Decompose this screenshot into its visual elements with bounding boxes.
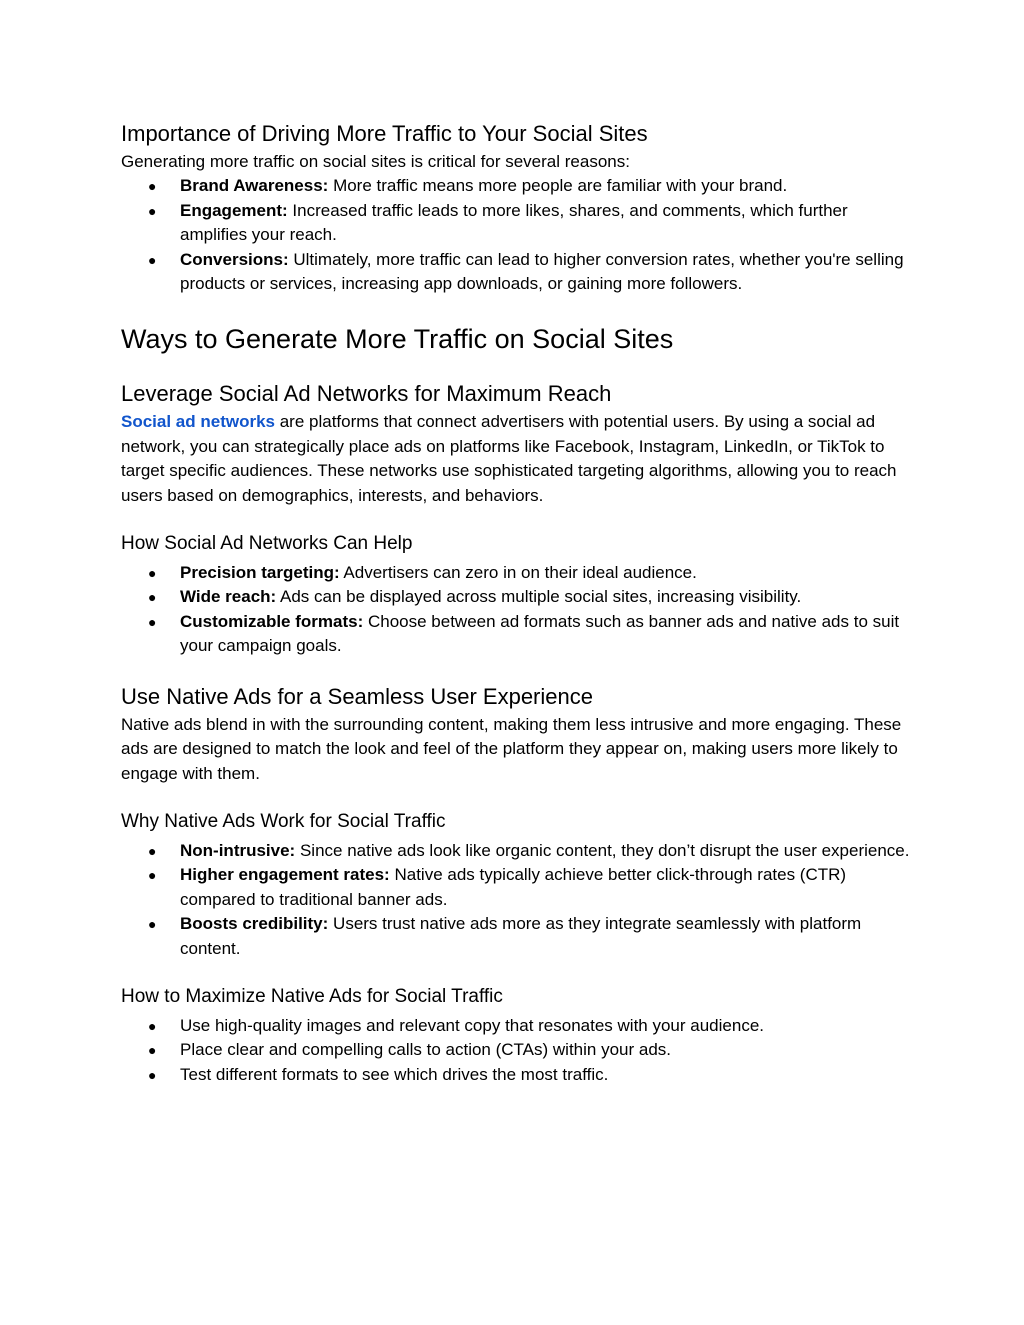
maximize-native-ads-list [121, 1014, 911, 1087]
list-item-text: Users trust native ads more as they integrate seamlessly with platform content. [180, 914, 862, 958]
bullet-icon: ● [148, 842, 157, 859]
list-item-text: Place clear and compelling calls to action (CTAs) within your ads. [180, 1040, 672, 1060]
list-item-term: Precision targeting: [180, 563, 340, 583]
list-item-term: Boosts credibility: [180, 914, 329, 934]
list-item-text: Ultimately, more traffic can lead to higher conversion rates, whether you're selling products or services, increasing app downloads, or gaining more followers. [180, 249, 904, 294]
list-item-term: Non-intrusive: [180, 840, 296, 860]
social-ad-networks-link[interactable]: Social ad networks [121, 412, 275, 432]
list-item-text: Use high-quality images and relevant copy that resonates with your audience. [180, 1015, 765, 1035]
list-item-text: Increased traffic leads to more likes, shares, and comments, which further amplifies your reach. [180, 200, 848, 245]
social-ad-networks-paragraph [121, 410, 911, 508]
list-item-text: Ads can be displayed across multiple social sites, increasing visibility. [276, 587, 802, 607]
bullet-icon: ● [148, 1017, 157, 1034]
bullet-icon: ● [148, 916, 157, 933]
list-item-term: Wide reach: [180, 587, 277, 607]
list-item-text: Advertisers can zero in on their ideal audience. [339, 563, 697, 583]
native-ads-reasons-list [121, 839, 911, 961]
list-item [121, 863, 911, 912]
list-item [121, 1038, 911, 1062]
list-item-text: Native ads typically achieve better click-through rates (CTR) compared to traditional banner ads. [180, 865, 847, 909]
heading-native-ads: Use Native Ads for a Seamless User Experience [121, 683, 593, 709]
networks-help-list [121, 561, 911, 659]
list-item [121, 610, 911, 659]
list-item [121, 912, 911, 961]
list-item [121, 1014, 911, 1038]
bullet-icon: ● [148, 1042, 157, 1059]
heading-how-networks-help: How Social Ad Networks Can Help [121, 533, 413, 555]
heading-social-ad-networks: Leverage Social Ad Networks for Maximum Reach [121, 381, 612, 407]
list-item-text: Test different formats to see which drives the most traffic. [180, 1064, 609, 1084]
bullet-icon: ● [148, 613, 157, 630]
list-item [121, 199, 911, 248]
heading-importance: Importance of Driving More Traffic to Your Social Sites [121, 121, 648, 146]
bullet-icon: ● [148, 867, 157, 884]
importance-list [121, 174, 911, 296]
list-item-term: Higher engagement rates: [180, 865, 390, 885]
bullet-icon: ● [148, 565, 157, 582]
paragraph-text: are platforms that connect advertisers with potential users. By using a social ad network, you can strategically place ads on platforms like Facebook, Instagram, LinkedIn, or TikTok to target specific audiences. These networks use sophisticated targeting algorithms, allowing you to reach users based on demographics, interests, and behaviors. [121, 412, 897, 505]
list-item-term: Brand Awareness: [180, 176, 329, 196]
list-item [121, 1063, 911, 1087]
heading-ways: Ways to Generate More Traffic on Social Sites [121, 324, 674, 355]
bullet-icon: ● [148, 251, 157, 268]
list-item-text: Choose between ad formats such as banner ads and native ads to suit your campaign goals. [180, 611, 900, 656]
bullet-icon: ● [148, 1066, 157, 1083]
list-item [121, 585, 911, 609]
bullet-icon: ● [148, 178, 157, 195]
native-ads-paragraph: Native ads blend in with the surrounding content, making them less intrusive and more engaging. These ads are designed to match the look and feel of the platform they appear on, making users more likely to engage with them. [121, 714, 902, 783]
list-item-term: Engagement: [180, 200, 288, 220]
list-item-term: Customizable formats: [180, 611, 364, 631]
list-item-text: Since native ads look like organic content, they don’t disrupt the user experience. [295, 840, 910, 860]
list-item [121, 561, 911, 585]
list-item [121, 248, 911, 297]
heading-why-native-ads: Why Native Ads Work for Social Traffic [121, 810, 446, 832]
heading-maximize-native-ads: How to Maximize Native Ads for Social Traffic [121, 985, 503, 1007]
list-item [121, 174, 911, 198]
bullet-icon: ● [148, 589, 157, 606]
bullet-icon: ● [148, 202, 157, 219]
list-item-text: More traffic means more people are familiar with your brand. [328, 176, 788, 196]
list-item [121, 839, 911, 863]
intro-paragraph: Generating more traffic on social sites is critical for several reasons: [121, 152, 630, 171]
list-item-term: Conversions: [180, 249, 289, 269]
document-page [121, 118, 911, 1087]
